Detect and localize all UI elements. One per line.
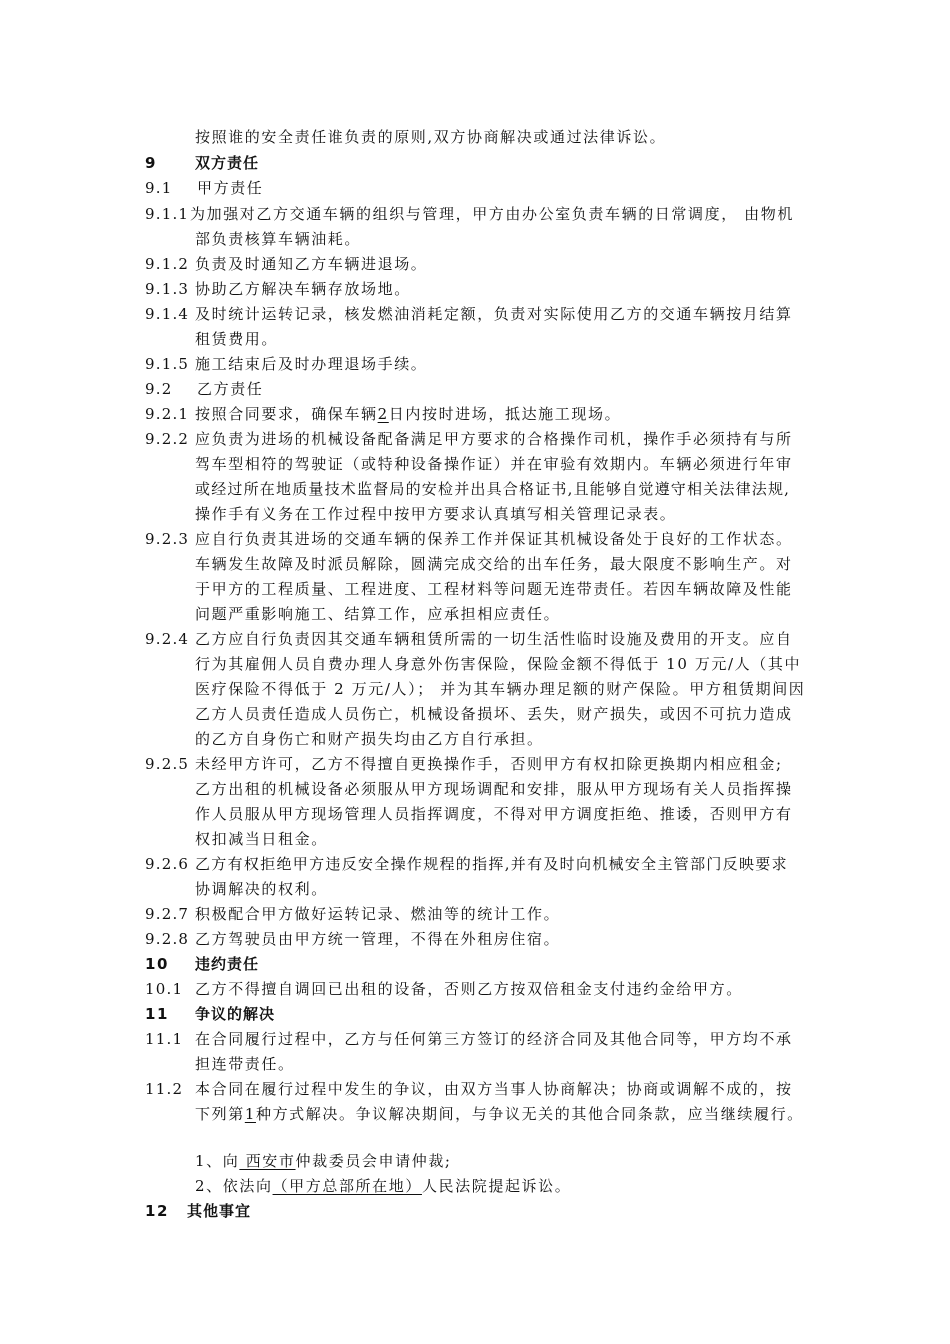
clause-9-2-3-line: 应自行负责其进场的交通车辆的保养工作并保证其机械设备处于良好的工作状态。 bbox=[195, 530, 793, 548]
clause-9-2-3-line: 车辆发生故障及时派员解除，圆满完成交给的出车任务，最大限度不影响生产。对 bbox=[195, 555, 793, 573]
section-12-title: 其他事宜 bbox=[187, 1202, 252, 1220]
clause-9-1-4-number: 9.1.4 bbox=[145, 305, 190, 323]
clause-11-1-line: 担连带责任。 bbox=[195, 1055, 295, 1073]
clause-11-1-number: 11.1 bbox=[145, 1030, 184, 1048]
clause-9-2-number: 9.2 bbox=[145, 380, 173, 398]
dispute-option-1 bbox=[195, 1151, 452, 1171]
clause-10-1-text: 乙方不得擅自调回已出租的设备，否则乙方按双倍租金支付违约金给甲方。 bbox=[195, 980, 743, 998]
clause-9-1-1-number: 9.1.1 bbox=[145, 205, 190, 223]
clause-9-1-3-text: 协助乙方解决车辆存放场地。 bbox=[195, 280, 411, 298]
clause-11-1-line: 在合同履行过程中，乙方与任何第三方签订的经济合同及其他合同等，甲方均不承 bbox=[195, 1030, 793, 1048]
clause-9-2-2-line: 驾车型相符的驾驶证（或特种设备操作证）并在审验有效期内。车辆必须进行年审 bbox=[195, 455, 793, 473]
clause-9-1-1-line: 部负责核算车辆油耗。 bbox=[195, 230, 362, 248]
clause-9-2-2-number: 9.2.2 bbox=[145, 430, 190, 448]
clause-9-2-4-line: 乙方人员责任造成人员伤亡，机械设备损坏、丢失，财产损失，或因不可抗力造成 bbox=[195, 705, 793, 723]
clause-9-2-1-number: 9.2.1 bbox=[145, 405, 190, 423]
clause-9-2-3-line: 问题严重影响施工、结算工作，应承担相应责任。 bbox=[195, 605, 561, 623]
clause-9-2-5-line: 乙方出租的机械设备必须服从甲方现场调配和安排，服从甲方现场有关人员指挥操 bbox=[195, 780, 793, 798]
clause-9-2-6-line: 乙方有权拒绝甲方违反安全操作规程的指挥,并有及时向机械安全主管部门反映要求 bbox=[195, 855, 788, 873]
clause-9-2-8-number: 9.2.8 bbox=[145, 930, 190, 948]
section-11-title: 争议的解决 bbox=[195, 1005, 276, 1023]
clause-9-1-4-line: 及时统计运转记录，核发燃油消耗定额，负责对实际使用乙方的交通车辆按月结算 bbox=[195, 305, 793, 323]
clause-9-2-2-line: 操作手有义务在工作过程中按甲方要求认真填写相关管理记录表。 bbox=[195, 505, 677, 523]
section-12-number: 12 bbox=[145, 1202, 170, 1220]
option-1-pre: 1、向 bbox=[195, 1152, 240, 1170]
clause-10-1-number: 10.1 bbox=[145, 980, 184, 998]
clause-9-1-1-line: 为加强对乙方交通车辆的组织与管理，甲方由办公室负责车辆的日常调度， 由物机 bbox=[190, 205, 794, 223]
clause-11-2-post: 种方式解决。争议解决期间，与争议无关的其他合同条款，应当继续履行。 bbox=[255, 1105, 804, 1123]
dispute-option-2 bbox=[195, 1176, 571, 1196]
section-9-number: 9 bbox=[145, 154, 158, 172]
clause-11-2-number: 11.2 bbox=[145, 1080, 184, 1098]
court-location-fill-in: （甲方总部所在地） bbox=[272, 1177, 422, 1195]
clause-11-2-line: 本合同在履行过程中发生的争议，由双方当事人协商解决；协商或调解不成的，按 bbox=[195, 1080, 793, 1098]
clause-9-2-4-line: 乙方应自行负责因其交通车辆租赁所需的一切生活性临时设施及费用的开支。应自 bbox=[195, 630, 793, 648]
clause-9-1-5-text: 施工结束后及时办理退场手续。 bbox=[195, 355, 428, 373]
section-9-title: 双方责任 bbox=[195, 154, 260, 172]
clause-9-2-4-line: 行为其雇佣人员自费办理人身意外伤害保险，保险金额不得低于 10 万元/人（其中 bbox=[195, 655, 802, 673]
clause-9-2-5-number: 9.2.5 bbox=[145, 755, 190, 773]
clause-11-2-line bbox=[195, 1104, 804, 1124]
clause-9-2-1-post: 日内按时进场，抵达施工现场。 bbox=[388, 405, 622, 423]
clause-9-2-2-line: 应负责为进场的机械设备配备满足甲方要求的合格操作司机，操作手必须持有与所 bbox=[195, 430, 793, 448]
option-2-pre: 2、依法向 bbox=[195, 1177, 273, 1195]
section-10-title: 违约责任 bbox=[195, 955, 260, 973]
clause-9-2-text: 乙方责任 bbox=[197, 380, 264, 398]
clause-9-1-number: 9.1 bbox=[145, 179, 173, 197]
clause-9-2-3-number: 9.2.3 bbox=[145, 530, 190, 548]
section-11-number: 11 bbox=[145, 1005, 170, 1023]
clause-9-1-4-line: 租赁费用。 bbox=[195, 330, 279, 348]
clause-9-2-4-line: 的乙方自身伤亡和财产损失均由乙方自行承担。 bbox=[195, 730, 544, 748]
clause-9-2-5-line: 未经甲方许可，乙方不得擅自更换操作手，否则甲方有权扣除更换期内相应租金; bbox=[195, 755, 783, 773]
option-2-post: 人民法院提起诉讼。 bbox=[421, 1177, 572, 1195]
clause-9-2-1-text bbox=[195, 404, 621, 424]
carry-over-text: 按照谁的安全责任谁负责的原则,双方协商解决或通过法律诉讼。 bbox=[195, 128, 667, 146]
clause-9-2-5-line: 作人员服从甲方现场管理人员指挥调度，不得对甲方调度拒绝、推诿，否则甲方有 bbox=[195, 805, 793, 823]
arbitration-city-fill-in: 西安市 bbox=[239, 1152, 296, 1170]
clause-9-2-4-line: 医疗保险不得低于 2 万元/人）； 并为其车辆办理足额的财产保险。甲方租赁期间因 bbox=[195, 680, 806, 698]
clause-9-2-6-number: 9.2.6 bbox=[145, 855, 190, 873]
clause-9-2-2-line: 或经过所在地质量技术监督局的安检并出具合格证书,且能够自觉遵守相关法律法规, bbox=[195, 480, 791, 498]
clause-9-1-text: 甲方责任 bbox=[197, 179, 264, 197]
option-1-post: 仲裁委员会申请仲裁; bbox=[295, 1152, 452, 1170]
clause-9-1-3-number: 9.1.3 bbox=[145, 280, 190, 298]
section-10-number: 10 bbox=[145, 955, 170, 973]
clause-9-2-3-line: 于甲方的工程质量、工程进度、工程材料等问题无连带责任。若因车辆故障及性能 bbox=[195, 580, 793, 598]
clause-9-2-8-text: 乙方驾驶员由甲方统一管理，不得在外租房住宿。 bbox=[195, 930, 561, 948]
clause-9-1-2-text: 负责及时通知乙方车辆进退场。 bbox=[195, 255, 428, 273]
days-fill-in: 2 bbox=[377, 405, 389, 423]
clause-9-2-7-number: 9.2.7 bbox=[145, 905, 190, 923]
clause-9-2-5-line: 权扣减当日租金。 bbox=[195, 830, 328, 848]
clause-9-2-6-line: 协调解决的权利。 bbox=[195, 880, 328, 898]
clause-9-2-1-pre: 按照合同要求，确保车辆 bbox=[195, 405, 378, 423]
clause-9-2-7-text: 积极配合甲方做好运转记录、燃油等的统计工作。 bbox=[195, 905, 561, 923]
method-choice-fill-in: 1 bbox=[244, 1105, 256, 1123]
clause-9-1-5-number: 9.1.5 bbox=[145, 355, 190, 373]
clause-11-2-pre: 下列第 bbox=[195, 1105, 245, 1123]
clause-9-1-2-number: 9.1.2 bbox=[145, 255, 190, 273]
clause-9-2-4-number: 9.2.4 bbox=[145, 630, 190, 648]
